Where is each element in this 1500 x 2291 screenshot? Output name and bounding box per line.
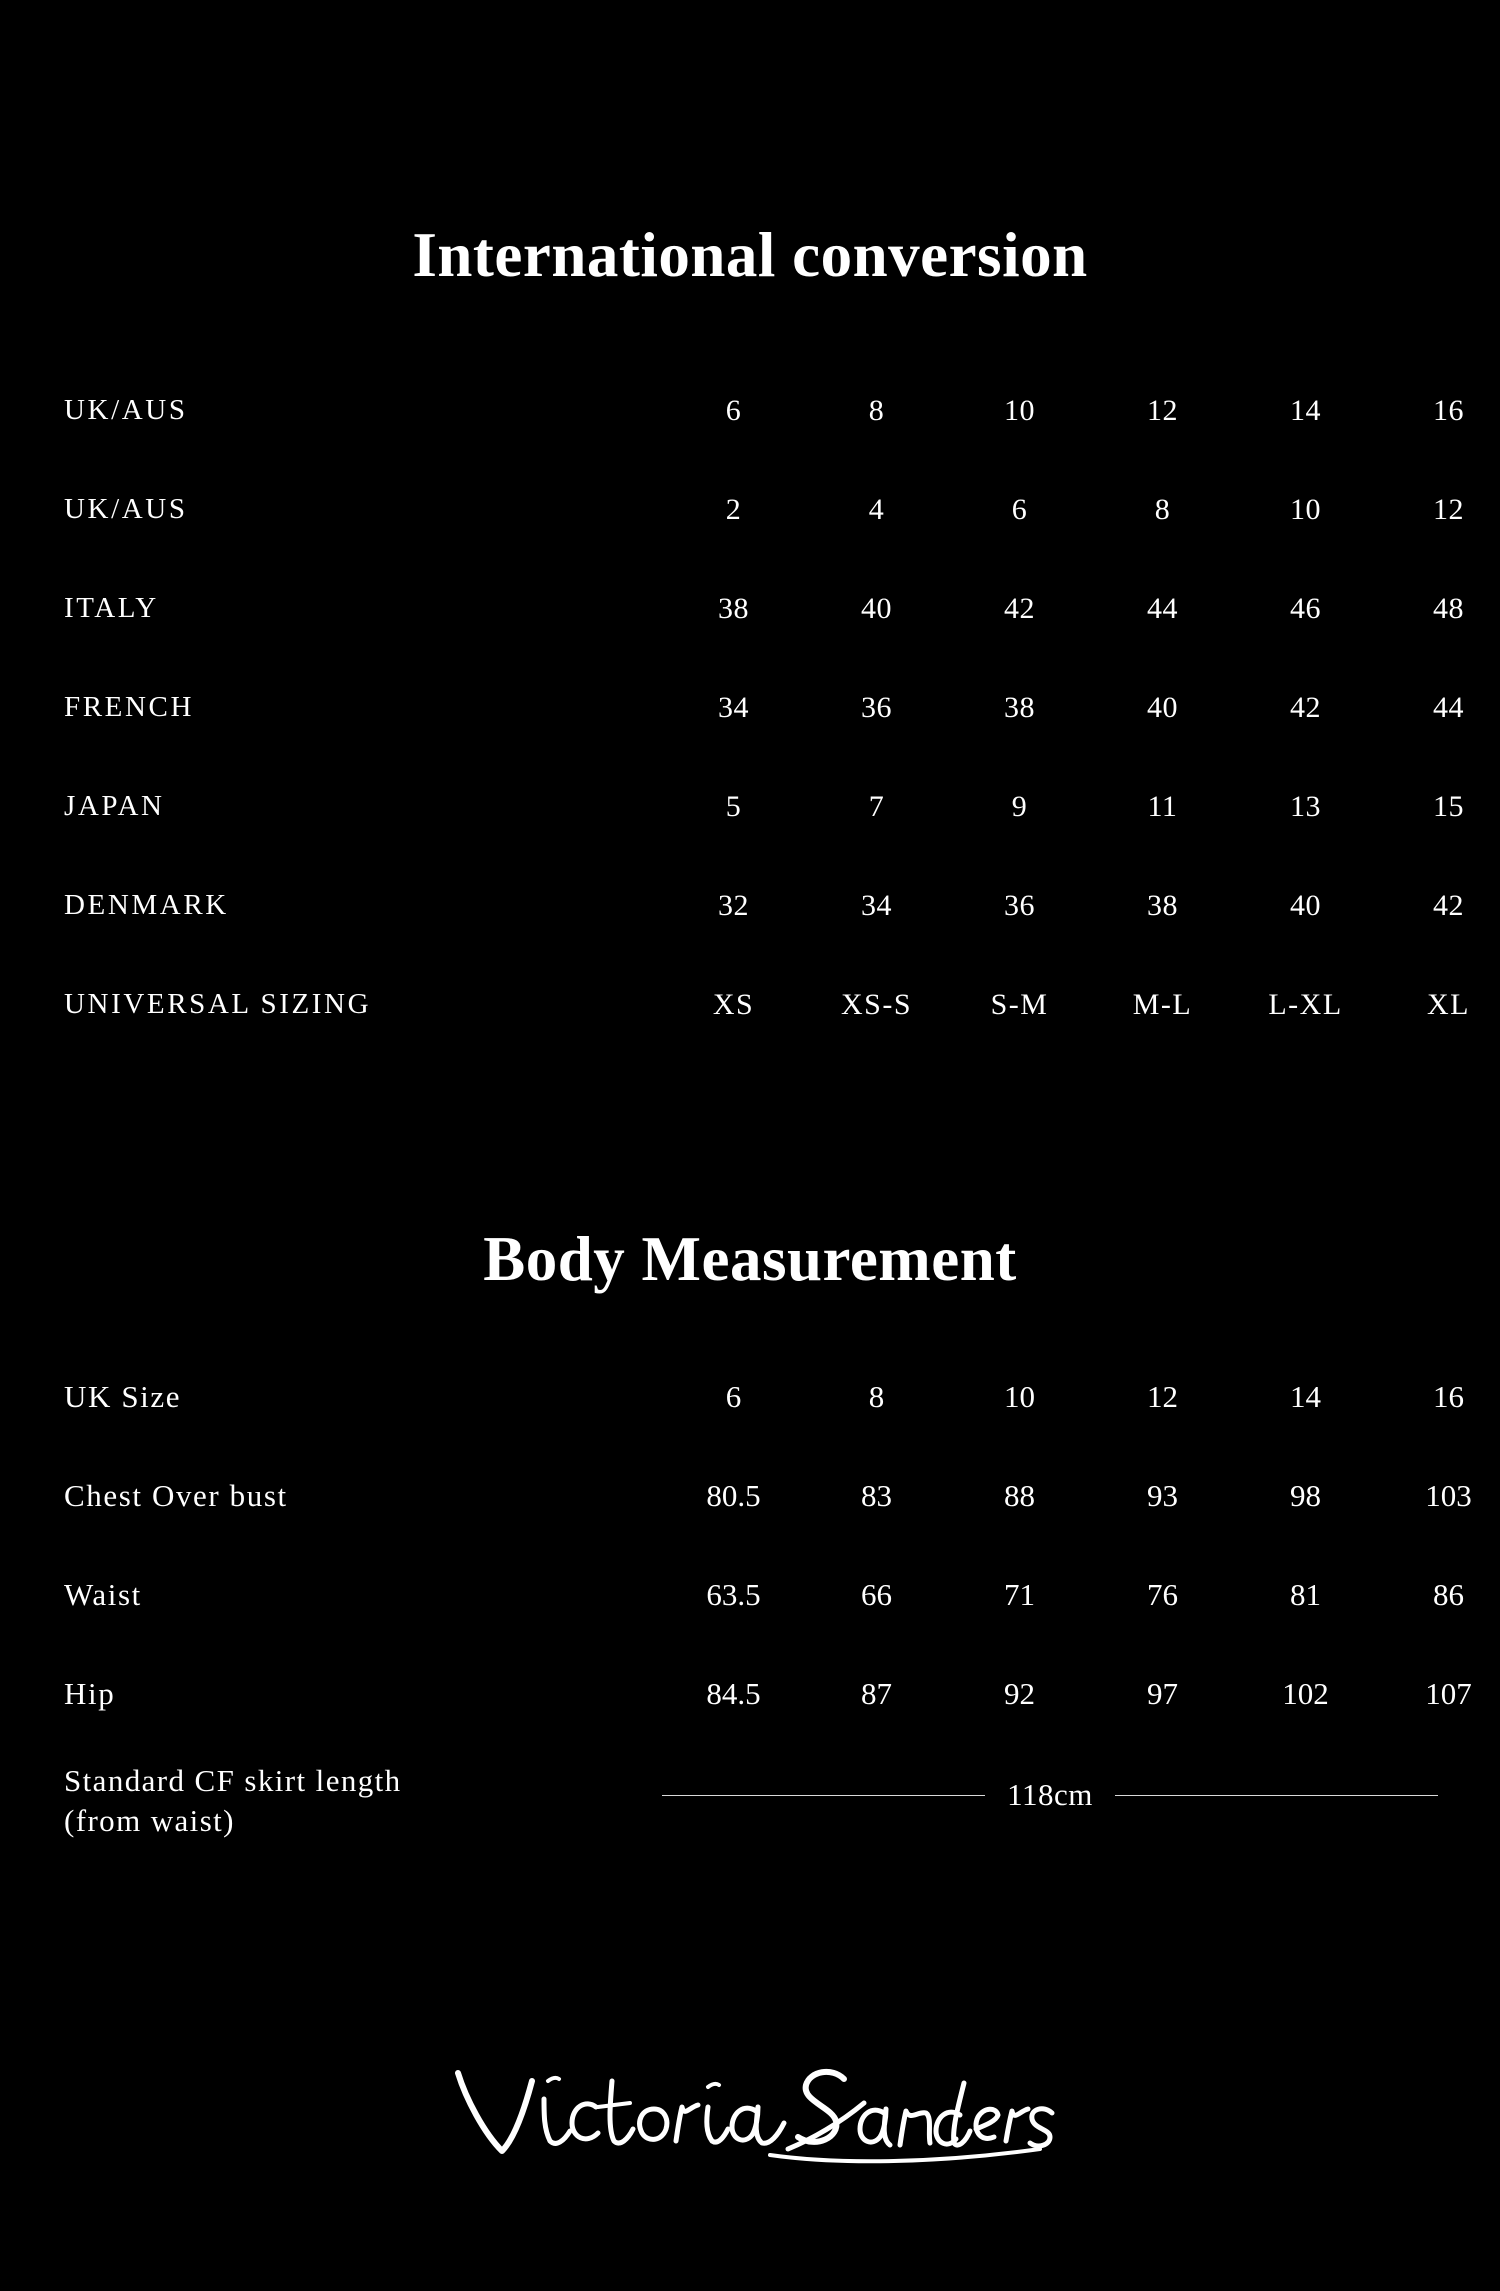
cell-value: 11 [1147,789,1178,823]
cell-value: 48 [1433,591,1464,625]
cell-value: 44 [1147,591,1178,625]
cell-value: 38 [718,591,749,625]
skirt-length-row [62,1761,1438,1840]
skirt-length-value: 118cm [1007,1777,1093,1813]
cell-value: 12 [1147,393,1178,427]
cell-value: 42 [1290,690,1321,724]
cell-value: 10 [1004,1378,1035,1414]
row-label: UK/AUS [64,394,188,427]
victoria-sanders-signature-icon [440,2037,1060,2187]
row-label: FRENCH [64,691,195,724]
cell-value: 8 [868,1378,885,1414]
cell-value: 8 [1154,492,1171,526]
skirt-length-measure [662,1761,1438,1813]
cell-value: 93 [1147,1477,1178,1513]
cell-value: 4 [868,492,885,526]
cell-value: 36 [861,690,892,724]
cell-value: XS [712,987,755,1021]
skirt-length-label-line2: (from waist) [64,1803,235,1839]
cell-value: 7 [868,789,885,823]
cell-value: 97 [1147,1675,1178,1711]
cell-value: 13 [1290,789,1321,823]
cell-value: 83 [861,1477,892,1513]
cell-value: 9 [1011,789,1028,823]
row-label: Chest Over bust [64,1477,288,1513]
brand-logo [0,2037,1500,2187]
size-guide-page [0,42,1500,2291]
cell-value: 40 [1147,690,1178,724]
cell-value: 36 [1004,888,1035,922]
table-row [62,658,1500,757]
cell-value: 10 [1004,393,1035,427]
table-row [62,460,1500,559]
cell-value: L-XL [1268,987,1343,1021]
cell-value: 71 [1004,1576,1035,1612]
cell-value: 102 [1282,1675,1329,1711]
international-conversion-title: International conversion [412,220,1088,291]
cell-value: 2 [725,492,742,526]
cell-value: S-M [990,987,1049,1021]
cell-value: 86 [1433,1576,1464,1612]
cell-value: 46 [1290,591,1321,625]
cell-value: 80.5 [706,1477,761,1513]
table-row [62,1545,1500,1644]
row-label: UNIVERSAL SIZING [64,988,372,1021]
cell-value: 84.5 [706,1675,761,1711]
cell-value: 42 [1433,888,1464,922]
body-measurement-title: Body Measurement [483,1224,1017,1295]
cell-value: XS-S [840,987,913,1021]
cell-value: 15 [1433,789,1464,823]
table-row [62,856,1500,955]
cell-value: 5 [725,789,742,823]
cell-value: 12 [1433,492,1464,526]
measure-line-right [1115,1795,1438,1796]
skirt-length-label-line1: Standard CF skirt length [64,1763,402,1799]
cell-value: 8 [868,393,885,427]
cell-value: 38 [1004,690,1035,724]
cell-value: 12 [1147,1378,1178,1414]
body-measurement-table [62,1347,1500,1743]
measure-line-left [662,1795,985,1796]
cell-value: 34 [718,690,749,724]
table-row [62,559,1500,658]
row-label: Waist [64,1576,142,1612]
cell-value: 32 [718,888,749,922]
cell-value: 34 [861,888,892,922]
cell-value: 98 [1290,1477,1321,1513]
cell-value: 6 [725,1378,742,1414]
cell-value: 107 [1425,1675,1472,1711]
skirt-length-label [62,1761,662,1840]
table-row [62,955,1500,1054]
cell-value: 16 [1433,1378,1464,1414]
table-row [62,1347,1500,1446]
cell-value: 14 [1290,1378,1321,1414]
row-label: ITALY [64,592,159,625]
table-row [62,1446,1500,1545]
cell-value: 40 [861,591,892,625]
cell-value: 92 [1004,1675,1035,1711]
international-conversion-table [62,361,1500,1054]
table-row [62,757,1500,856]
cell-value: M-L [1132,987,1193,1021]
cell-value: 6 [1011,492,1028,526]
cell-value: 81 [1290,1576,1321,1612]
row-label: Hip [64,1675,116,1711]
table-row [62,1644,1500,1743]
cell-value: 42 [1004,591,1035,625]
cell-value: 44 [1433,690,1464,724]
cell-value: 16 [1433,393,1464,427]
cell-value: 103 [1425,1477,1472,1513]
cell-value: 38 [1147,888,1178,922]
cell-value: 87 [861,1675,892,1711]
cell-value: 76 [1147,1576,1178,1612]
row-label: DENMARK [64,889,229,922]
row-label: JAPAN [64,790,165,823]
cell-value: 14 [1290,393,1321,427]
cell-value: 66 [861,1576,892,1612]
cell-value: 6 [725,393,742,427]
cell-value: 63.5 [706,1576,761,1612]
cell-value: 40 [1290,888,1321,922]
cell-value: XL [1427,987,1470,1021]
cell-value: 10 [1290,492,1321,526]
row-label: UK Size [64,1378,182,1414]
row-label: UK/AUS [64,493,188,526]
cell-value: 88 [1004,1477,1035,1513]
table-row [62,361,1500,460]
